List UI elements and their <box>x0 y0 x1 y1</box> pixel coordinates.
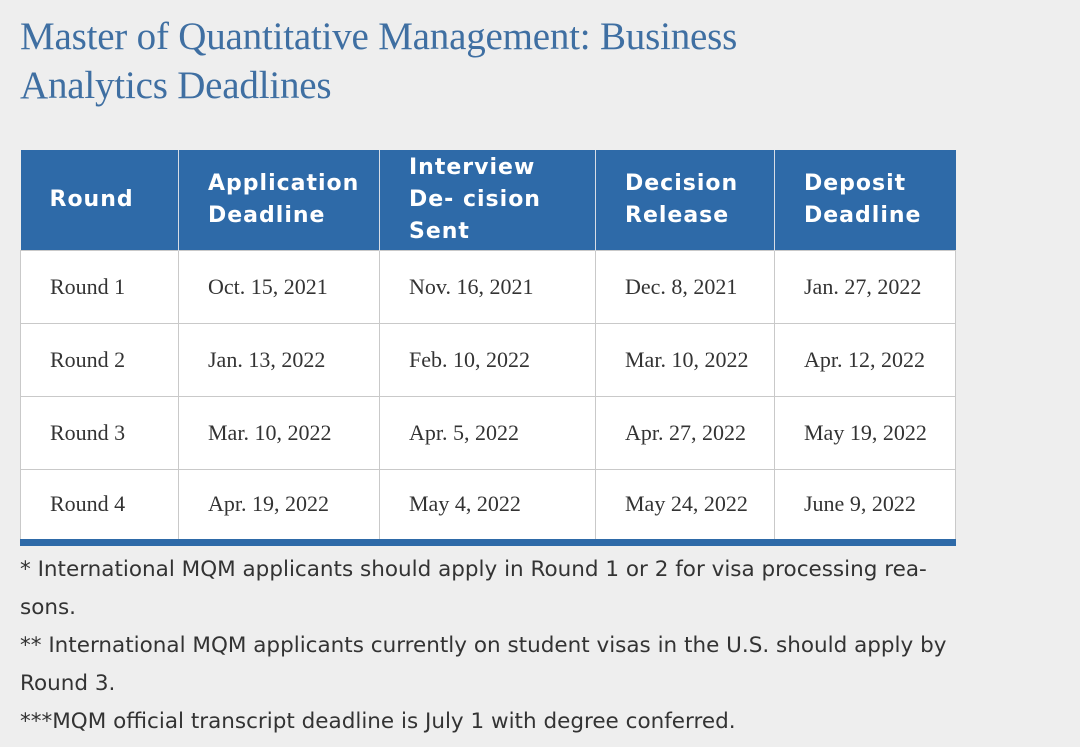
deadlines-table <box>20 150 956 546</box>
table-row <box>21 250 956 323</box>
cell-round: Round 2 <box>21 323 179 396</box>
cell-decision-release: Apr. 27, 2022 <box>596 396 775 469</box>
cell-interview-decision-sent: Nov. 16, 2021 <box>380 250 596 323</box>
footnote-visa-rounds: * International MQM applicants should apply in Round 1 or 2 for visa processing rea- sons. <box>20 557 927 620</box>
table-row <box>21 396 956 469</box>
table-row <box>21 323 956 396</box>
cell-deposit-deadline: June 9, 2022 <box>775 469 956 542</box>
table-row <box>21 469 956 542</box>
cell-round: Round 3 <box>21 396 179 469</box>
header-deposit-deadline: Deposit Deadline <box>775 150 956 250</box>
cell-round: Round 4 <box>21 469 179 542</box>
cell-application-deadline: Jan. 13, 2022 <box>179 323 380 396</box>
footnote-transcript-deadline: ***MQM official transcript deadline is July 1 with degree conferred. <box>20 709 736 734</box>
cell-decision-release: May 24, 2022 <box>596 469 775 542</box>
cell-application-deadline: Mar. 10, 2022 <box>179 396 380 469</box>
cell-deposit-deadline: Apr. 12, 2022 <box>775 323 956 396</box>
cell-decision-release: Mar. 10, 2022 <box>596 323 775 396</box>
cell-interview-decision-sent: May 4, 2022 <box>380 469 596 542</box>
cell-application-deadline: Apr. 19, 2022 <box>179 469 380 542</box>
cell-application-deadline: Oct. 15, 2021 <box>179 250 380 323</box>
header-decision-release: Decision Release <box>596 150 775 250</box>
cell-deposit-deadline: Jan. 27, 2022 <box>775 250 956 323</box>
header-application-deadline: Application Deadline <box>179 150 380 250</box>
cell-round: Round 1 <box>21 250 179 323</box>
header-interview-decision-sent: Interview De- cision Sent <box>380 150 596 250</box>
header-round: Round <box>21 150 179 250</box>
cell-interview-decision-sent: Feb. 10, 2022 <box>380 323 596 396</box>
footnotes <box>20 551 970 741</box>
footnote-student-visa: ** International MQM applicants currently on student visas in the U.S. should apply by Round 3. <box>20 633 947 696</box>
cell-interview-decision-sent: Apr. 5, 2022 <box>380 396 596 469</box>
page-title: Master of Quantitative Management: Business Analytics Deadlines <box>20 15 738 107</box>
table-header-row <box>21 150 956 250</box>
cell-deposit-deadline: May 19, 2022 <box>775 396 956 469</box>
cell-decision-release: Dec. 8, 2021 <box>596 250 775 323</box>
